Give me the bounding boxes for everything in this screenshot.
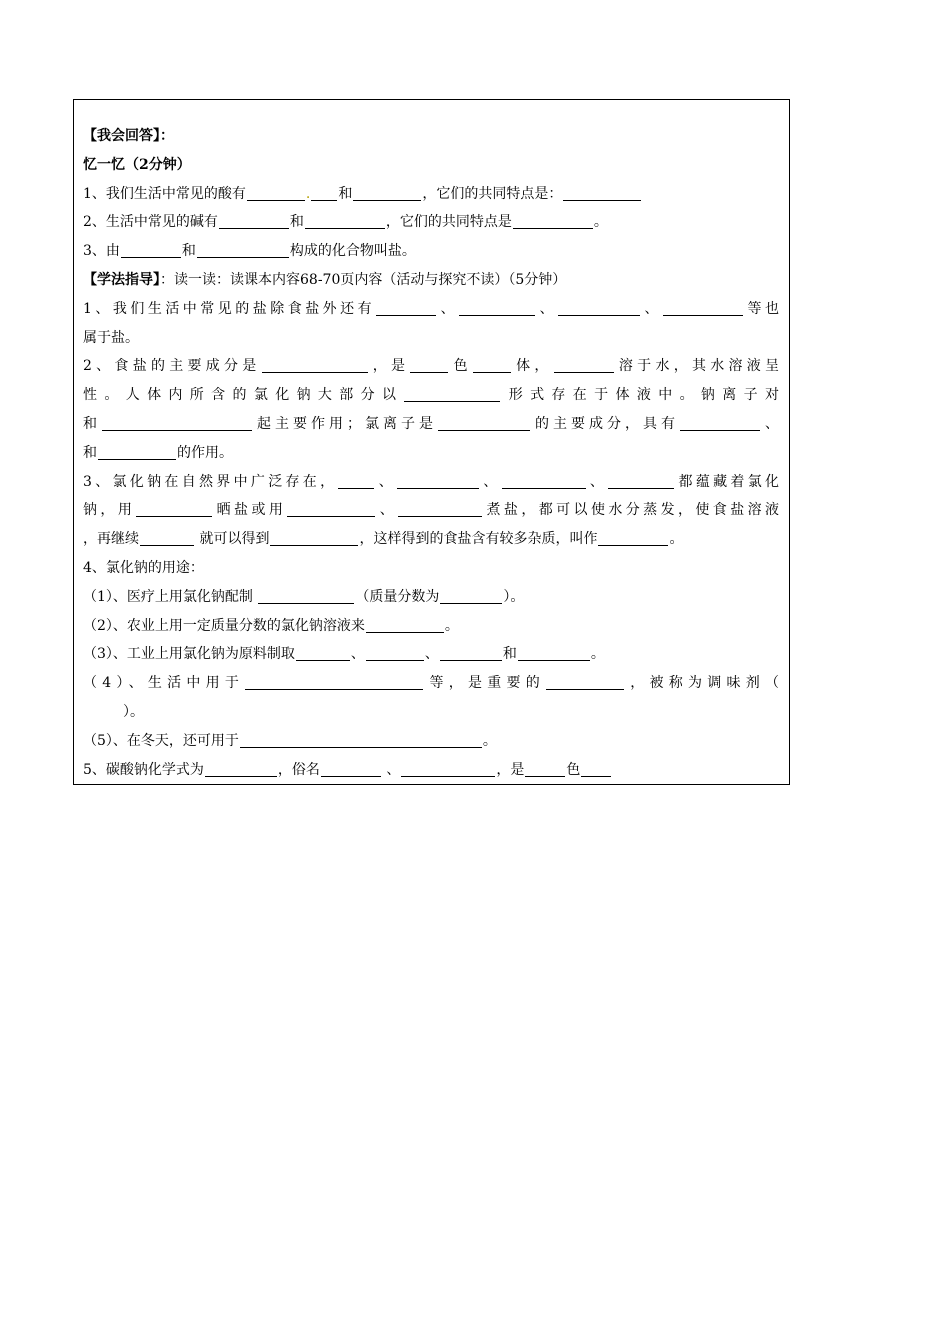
guide-header-text: ：读一读：读课本内容68-70页内容（活动与探究不读）（5分钟） — [160, 271, 567, 288]
para-2-line-2 — [83, 381, 779, 410]
p2-text-c: 色 — [449, 358, 472, 375]
blank[interactable] — [136, 501, 212, 517]
blank[interactable] — [502, 473, 586, 489]
question-3 — [83, 237, 779, 266]
blank[interactable] — [473, 357, 511, 373]
use-item-4-line-2: ）。 — [123, 703, 144, 720]
p3-text-d: 晒盐或用 — [213, 502, 287, 519]
i2-text-b: 。 — [444, 617, 459, 634]
blank[interactable] — [270, 530, 358, 546]
para-4-title: 4、氯化钠的用途： — [83, 559, 204, 576]
question-2 — [83, 208, 779, 237]
use-item-3 — [83, 640, 779, 669]
p3-text-g: ，再继续 — [83, 531, 139, 548]
i1-text-b: （质量分数为 — [355, 588, 440, 605]
para-1-line-2: 属于盐。 — [83, 329, 139, 346]
p2-text-j: 的主要成分，具有 — [531, 415, 679, 432]
blank[interactable] — [459, 300, 535, 316]
para-2-line-3 — [83, 410, 779, 439]
blank[interactable] — [366, 617, 444, 633]
q3-text-a: 3、由 — [83, 243, 120, 260]
i3-text-c: 。 — [590, 646, 605, 663]
sep: 、 — [586, 473, 608, 490]
sep: 、 — [536, 300, 558, 317]
p2-text-f: 性。人体内所含的氯化钠大部分以 — [83, 387, 404, 404]
q2-text-d: 。 — [593, 214, 608, 231]
blank[interactable] — [397, 473, 479, 489]
section-subheader-recall: 忆一忆（2分钟） — [83, 156, 191, 173]
blank[interactable] — [102, 415, 252, 431]
q2-text-a: 2、生活中常见的碱有 — [83, 214, 218, 231]
blank[interactable] — [563, 185, 641, 201]
q3-text-b: 和 — [181, 243, 196, 260]
i5-text-a: （5）、在冬天，还可用于 — [83, 732, 239, 749]
worksheet-box — [73, 99, 790, 785]
blank[interactable] — [598, 530, 668, 546]
p5-text-d: ，是 — [496, 761, 525, 778]
use-item-5 — [83, 727, 779, 756]
blank[interactable] — [546, 674, 624, 690]
q3-text-c: 构成的化合物叫盐。 — [289, 243, 416, 260]
blank[interactable] — [205, 761, 277, 777]
blank[interactable] — [525, 761, 565, 777]
blank[interactable] — [376, 300, 436, 316]
p2-text-h: 和 — [83, 415, 101, 432]
worksheet-content — [83, 122, 779, 784]
p5-text-a: 5、碳酸钠化学式为 — [83, 761, 204, 778]
blank[interactable] — [262, 357, 368, 373]
blank[interactable] — [410, 357, 448, 373]
para-1-line-1 — [83, 295, 779, 324]
sep: 、 — [350, 646, 365, 663]
guide-header-bold: 【学法指导】 — [83, 271, 160, 288]
p3-text-f: 煮盐，都可以使水分蒸发，使食盐溶液 — [483, 502, 780, 519]
blank[interactable] — [518, 645, 590, 661]
i4-text-a: （4）、生活中用于 — [83, 675, 245, 692]
p1-text-b: 等也 — [744, 300, 780, 317]
blank[interactable] — [558, 300, 640, 316]
blank[interactable] — [353, 185, 421, 201]
sep: 、 — [424, 646, 439, 663]
para-5 — [83, 756, 779, 785]
blank[interactable] — [680, 415, 760, 431]
blank[interactable] — [438, 415, 530, 431]
para-3-line-2 — [83, 496, 779, 525]
p2-text-a: 2、食盐的主要成分是 — [83, 358, 261, 375]
blank[interactable] — [296, 645, 350, 661]
blank[interactable] — [581, 761, 611, 777]
p2-text-m: 的作用。 — [177, 444, 233, 461]
p3-text-h: 就可以得到 — [199, 531, 270, 548]
blank[interactable] — [305, 213, 385, 229]
p2-text-k: 、 — [761, 415, 779, 432]
para-2-line-4 — [83, 439, 779, 468]
blank[interactable] — [287, 501, 375, 517]
p5-text-b: ，俗名 — [277, 761, 320, 778]
q1-text-c: ，它们的共同特点是： — [422, 185, 563, 202]
q2-text-b: 和 — [289, 214, 304, 231]
para-3-line-1 — [83, 468, 779, 497]
p1-text-a: 1、我们生活中常见的盐除食盐外还有 — [83, 300, 376, 317]
p3-text-b: 都蕴藏着氯化 — [675, 473, 780, 490]
p3-text-j: 。 — [669, 531, 684, 548]
blank[interactable] — [311, 185, 337, 201]
blank[interactable] — [121, 242, 181, 258]
p3-text-i: ，这样得到的食盐含有较多杂质，叫作 — [359, 531, 598, 548]
blank[interactable] — [608, 473, 674, 489]
blank[interactable] — [258, 588, 354, 604]
blank[interactable] — [440, 588, 502, 604]
blank[interactable] — [663, 300, 743, 316]
q1-text-b: 和 — [338, 185, 353, 202]
i3-text-b: 和 — [502, 646, 517, 663]
p2-text-d: 体， — [511, 358, 553, 375]
blank[interactable] — [366, 645, 424, 661]
use-item-4-line-1 — [83, 669, 779, 698]
blank[interactable] — [98, 444, 176, 460]
i1-text-a: （1）、医疗上用氯化钠配制 — [83, 588, 253, 605]
p3-text-a: 3、氯化钠在自然界中广泛存在， — [83, 473, 338, 490]
blank[interactable] — [245, 674, 423, 690]
para-3-line-3 — [83, 525, 779, 554]
blank[interactable] — [247, 185, 305, 201]
blank[interactable] — [219, 213, 289, 229]
p2-text-g: 形式存在于体液中。钠离子对 — [501, 387, 780, 404]
use-item-1 — [83, 583, 779, 612]
para-2-line-1 — [83, 352, 779, 381]
i4-text-c: ，被称为调味剂（ — [624, 675, 779, 692]
p2-text-b: ，是 — [368, 358, 410, 375]
sep: 、 — [437, 300, 459, 317]
p2-text-l: 和 — [83, 444, 97, 461]
blank[interactable] — [321, 761, 381, 777]
mark-dot: . — [305, 185, 311, 202]
sep: 、 — [641, 300, 663, 317]
i5-text-b: 。 — [482, 732, 497, 749]
blank[interactable] — [401, 761, 495, 777]
question-1 — [83, 180, 779, 209]
section-header-answer: 【我会回答】： — [83, 128, 174, 144]
q1-text-a: 1、我们生活中常见的酸有 — [83, 185, 246, 202]
use-item-2 — [83, 612, 779, 641]
i2-text-a: （2）、农业上用一定质量分数的氯化钠溶液来 — [83, 617, 365, 634]
i3-text-a: （3）、工业上用氯化钠为原料制取 — [83, 646, 295, 663]
q2-text-c: ，它们的共同特点是 — [385, 214, 512, 231]
i1-text-c: ）。 — [503, 588, 525, 605]
blank[interactable] — [140, 530, 194, 546]
p5-text-e: 色 — [566, 761, 581, 778]
p5-text-c: 、 — [386, 761, 401, 778]
blank[interactable] — [197, 242, 289, 258]
sep: 、 — [375, 473, 397, 490]
p2-text-i: 起主要作用；氯离子是 — [253, 415, 437, 432]
sep: 、 — [480, 473, 501, 490]
blank[interactable] — [513, 213, 593, 229]
blank[interactable] — [338, 473, 374, 489]
p3-text-c: 钠，用 — [83, 502, 136, 519]
p2-text-e: 溶于水，其水溶液呈 — [614, 358, 780, 375]
blank[interactable] — [240, 732, 482, 748]
i4-text-b: 等，是重要的 — [424, 675, 545, 692]
section-header-guide — [83, 266, 779, 295]
blank[interactable] — [440, 645, 502, 661]
blank[interactable] — [404, 386, 500, 402]
p3-text-e: 、 — [376, 502, 398, 519]
blank[interactable] — [398, 501, 482, 517]
blank[interactable] — [554, 357, 614, 373]
